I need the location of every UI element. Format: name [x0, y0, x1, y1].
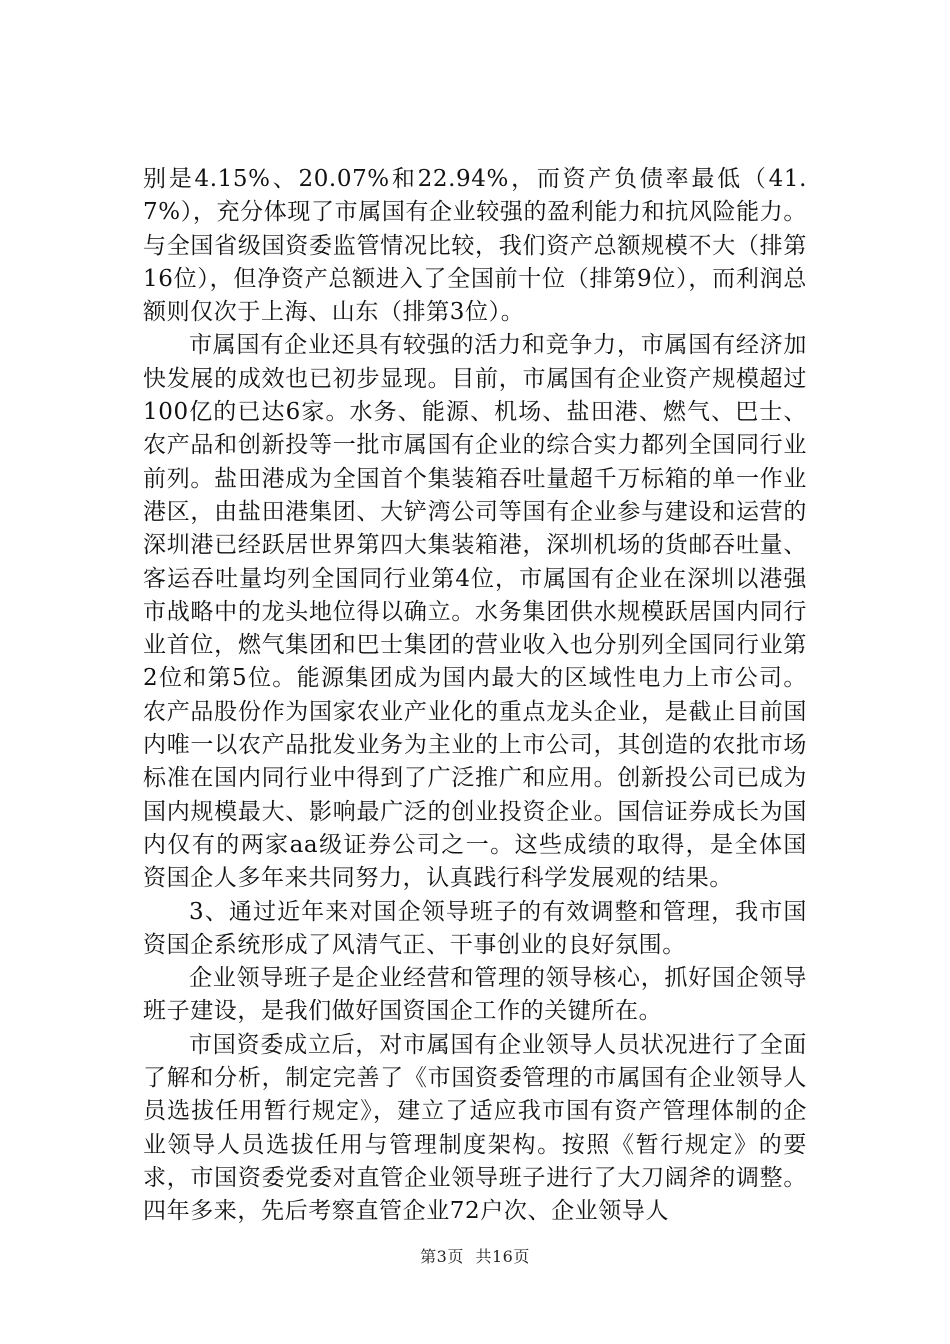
paragraph-2: 市属国有企业还具有较强的活力和竞争力，市属国有经济加快发展的成效也已初步显现。目前，市属国有企业资产规模超过100亿的已达6家。水务、能源、机场、盐田港、燃气、巴士、农产品和创新投等一批市属国有企业的综合实力都列全国同行业前列。盐田港成为全国首个集装箱吞吐量超千万标箱的单一作业港区，由盐田港集团、大铲湾公司等国有企业参与建设和运营的深圳港已经跃居世界第四大集装箱港，深圳机场的货邮吞吐量、客运吞吐量均列全国同行业第4位，市属国有企业在深圳以港强市战略中的龙头地位得以确立。水务集团供水规模跃居国内同行业首位，燃气集团和巴士集团的营业收入也分别列全国同行业第2位和第5位。能源集团成为国内最大的区域性电力上市公司。农产品股份作为国家农业产业化的重点龙头企业，是截止目前国内唯一以农产品批发业务为主业的上市公司，其创造的农批市场标准在国内同行业中得到了广泛推广和应用。创新投公司已成为国内规模最大、影响最广泛的创业投资企业。国信证券成长为国内仅有的两家aa级证券公司之一。这些成绩的取得，是全体国资国企人多年来共同努力，认真践行科学发展观的结果。 — [143, 332, 807, 892]
paragraph-4: 企业领导班子是企业经营和管理的领导核心，抓好国企领导班子建设，是我们做好国资国企工作的关键所在。 — [143, 965, 807, 1025]
page-number: 第3页 — [420, 1247, 464, 1266]
document-body — [143, 163, 807, 1229]
page-footer — [0, 1244, 950, 1267]
paragraph-1: 别是4.15%、20.07%和22.94%，而资产负债率最低（41.7%），充分体现了市属国有企业较强的盈利能力和抗风险能力。与全国省级国资委监管情况比较，我们资产总额规模不大（排第16位），但净资产总额进入了全国前十位（排第9位），而利润总额则仅次于上海、山东（排第3位）。 — [143, 166, 807, 326]
page-total: 共16页 — [475, 1247, 530, 1266]
paragraph-5: 市国资委成立后，对市属国有企业领导人员状况进行了全面了解和分析，制定完善了《市国资委管理的市属国有企业领导人员选拔任用暂行规定》，建立了适应我市国有资产管理体制的企业领导人员选拔任用与管理制度架构。按照《暂行规定》的要求，市国资委党委对直管企业领导班子进行了大刀阔斧的调整。四年多来，先后考察直管企业72户次、企业领导人 — [143, 1031, 807, 1225]
paragraph-3: 3、通过近年来对国企领导班子的有效调整和管理，我市国资国企系统形成了风清气正、干事创业的良好氛围。 — [143, 898, 807, 958]
